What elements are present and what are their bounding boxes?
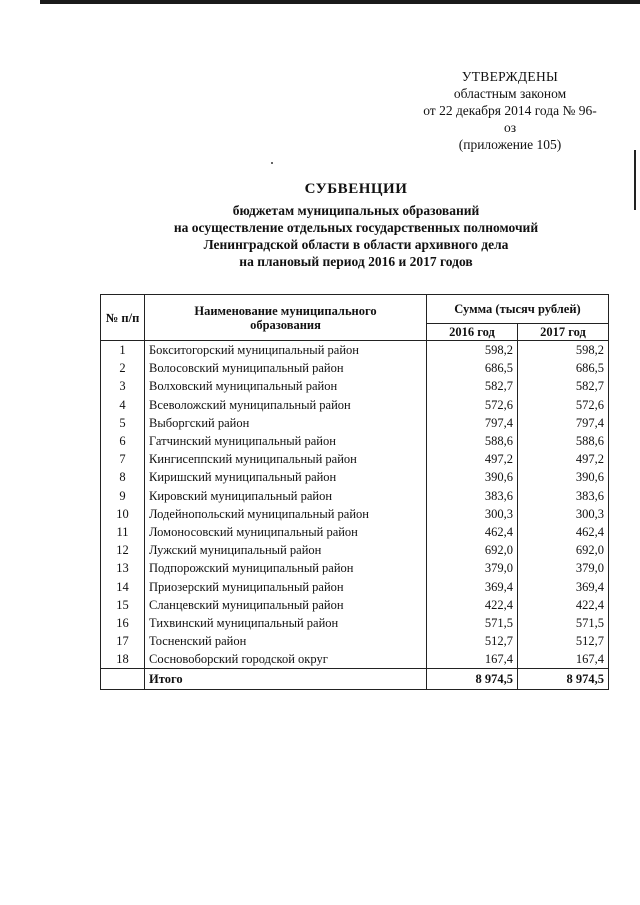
row-value-2017: 167,4 [518, 650, 609, 669]
table-row [101, 432, 609, 450]
table-row [101, 468, 609, 486]
row-number: 9 [101, 487, 145, 505]
table-row [101, 359, 609, 377]
row-name: Подпорожский муниципальный район [145, 559, 427, 577]
row-number: 5 [101, 414, 145, 432]
table-row [101, 523, 609, 541]
row-value-2017: 572,6 [518, 396, 609, 414]
row-name: Кингисеппский муниципальный район [145, 450, 427, 468]
row-value-2016: 167,4 [427, 650, 518, 669]
row-number: 13 [101, 559, 145, 577]
row-number: 7 [101, 450, 145, 468]
approval-heading: УТВЕРЖДЕНЫ [461, 69, 559, 84]
row-value-2016: 512,7 [427, 632, 518, 650]
row-value-2017: 582,7 [518, 377, 609, 395]
row-number: 1 [101, 341, 145, 360]
total-row [101, 669, 609, 690]
table-row [101, 341, 609, 360]
row-value-2017: 422,4 [518, 596, 609, 614]
row-value-2017: 571,5 [518, 614, 609, 632]
row-name: Кировский муниципальный район [145, 487, 427, 505]
table-row [101, 632, 609, 650]
header-number: № п/п [101, 295, 145, 341]
row-value-2016: 379,0 [427, 559, 518, 577]
row-name: Выборгский район [145, 414, 427, 432]
scan-speck [271, 162, 273, 164]
row-value-2016: 390,6 [427, 468, 518, 486]
row-value-2016: 422,4 [427, 596, 518, 614]
title-main: СУБВЕНЦИИ [304, 181, 408, 197]
header-year-2017: 2017 год [518, 324, 609, 341]
row-number: 12 [101, 541, 145, 559]
row-number: 11 [101, 523, 145, 541]
row-name: Волосовский муниципальный район [145, 359, 427, 377]
row-value-2016: 383,6 [427, 487, 518, 505]
total-2017: 8 974,5 [518, 669, 609, 690]
row-number: 18 [101, 650, 145, 669]
row-number: 4 [101, 396, 145, 414]
row-number: 3 [101, 377, 145, 395]
row-number: 17 [101, 632, 145, 650]
table-row [101, 650, 609, 669]
row-number: 14 [101, 577, 145, 595]
row-number: 8 [101, 468, 145, 486]
row-number: 6 [101, 432, 145, 450]
table-row [101, 505, 609, 523]
header-name: Наименование муниципального образования [145, 295, 427, 341]
table-row [101, 541, 609, 559]
row-name: Сосновоборский городской округ [145, 650, 427, 669]
title-line-1: бюджетам муниципальных образований [232, 203, 480, 218]
table-row [101, 596, 609, 614]
scan-edge-mark [634, 150, 636, 210]
table-row [101, 396, 609, 414]
document-title [100, 181, 612, 270]
row-name: Приозерский муниципальный район [145, 577, 427, 595]
row-name: Всеволожский муниципальный район [145, 396, 427, 414]
total-label: Итого [145, 669, 427, 690]
total-number [101, 669, 145, 690]
row-value-2017: 390,6 [518, 468, 609, 486]
row-name: Гатчинский муниципальный район [145, 432, 427, 450]
row-value-2016: 497,2 [427, 450, 518, 468]
row-value-2016: 692,0 [427, 541, 518, 559]
row-value-2017: 300,3 [518, 505, 609, 523]
row-value-2017: 383,6 [518, 487, 609, 505]
approval-line-2: от 22 декабря 2014 года № 96-оз [423, 103, 597, 135]
table-row [101, 614, 609, 632]
row-value-2016: 598,2 [427, 341, 518, 360]
row-value-2016: 588,6 [427, 432, 518, 450]
title-line-2: на осуществление отдельных государственных полномочий [173, 220, 539, 235]
row-name: Тихвинский муниципальный район [145, 614, 427, 632]
row-value-2016: 572,6 [427, 396, 518, 414]
row-name: Лодейнопольский муниципальный район [145, 505, 427, 523]
row-name: Бокситогорский муниципальный район [145, 341, 427, 360]
row-name: Тосненский район [145, 632, 427, 650]
row-value-2017: 692,0 [518, 541, 609, 559]
row-value-2017: 497,2 [518, 450, 609, 468]
row-value-2017: 686,5 [518, 359, 609, 377]
header-year-2016: 2016 год [427, 324, 518, 341]
row-value-2016: 462,4 [427, 523, 518, 541]
row-name: Ломоносовский муниципальный район [145, 523, 427, 541]
row-value-2017: 598,2 [518, 341, 609, 360]
row-value-2016: 369,4 [427, 577, 518, 595]
row-value-2016: 300,3 [427, 505, 518, 523]
row-value-2017: 797,4 [518, 414, 609, 432]
approval-stamp [420, 68, 600, 153]
row-number: 10 [101, 505, 145, 523]
row-name: Киришский муниципальный район [145, 468, 427, 486]
approval-line-3: (приложение 105) [458, 137, 562, 152]
row-name: Лужский муниципальный район [145, 541, 427, 559]
title-line-4: на плановый период 2016 и 2017 годов [239, 254, 473, 269]
table-row [101, 377, 609, 395]
row-value-2017: 379,0 [518, 559, 609, 577]
row-value-2016: 571,5 [427, 614, 518, 632]
row-value-2017: 512,7 [518, 632, 609, 650]
table-row [101, 487, 609, 505]
row-value-2017: 462,4 [518, 523, 609, 541]
row-value-2016: 582,7 [427, 377, 518, 395]
table-row [101, 577, 609, 595]
row-value-2016: 686,5 [427, 359, 518, 377]
row-value-2016: 797,4 [427, 414, 518, 432]
title-line-3: Ленинградской области в области архивного дела [203, 237, 509, 252]
row-number: 16 [101, 614, 145, 632]
row-number: 2 [101, 359, 145, 377]
table-row [101, 450, 609, 468]
row-value-2017: 588,6 [518, 432, 609, 450]
subsidies-table [100, 294, 609, 690]
top-scan-border [40, 0, 640, 4]
row-value-2017: 369,4 [518, 577, 609, 595]
row-name: Сланцевский муниципальный район [145, 596, 427, 614]
total-2016: 8 974,5 [427, 669, 518, 690]
row-number: 15 [101, 596, 145, 614]
header-sum: Сумма (тысяч рублей) [427, 295, 609, 324]
approval-line-1: областным законом [453, 86, 567, 101]
table-row [101, 559, 609, 577]
row-name: Волховский муниципальный район [145, 377, 427, 395]
table-row [101, 414, 609, 432]
